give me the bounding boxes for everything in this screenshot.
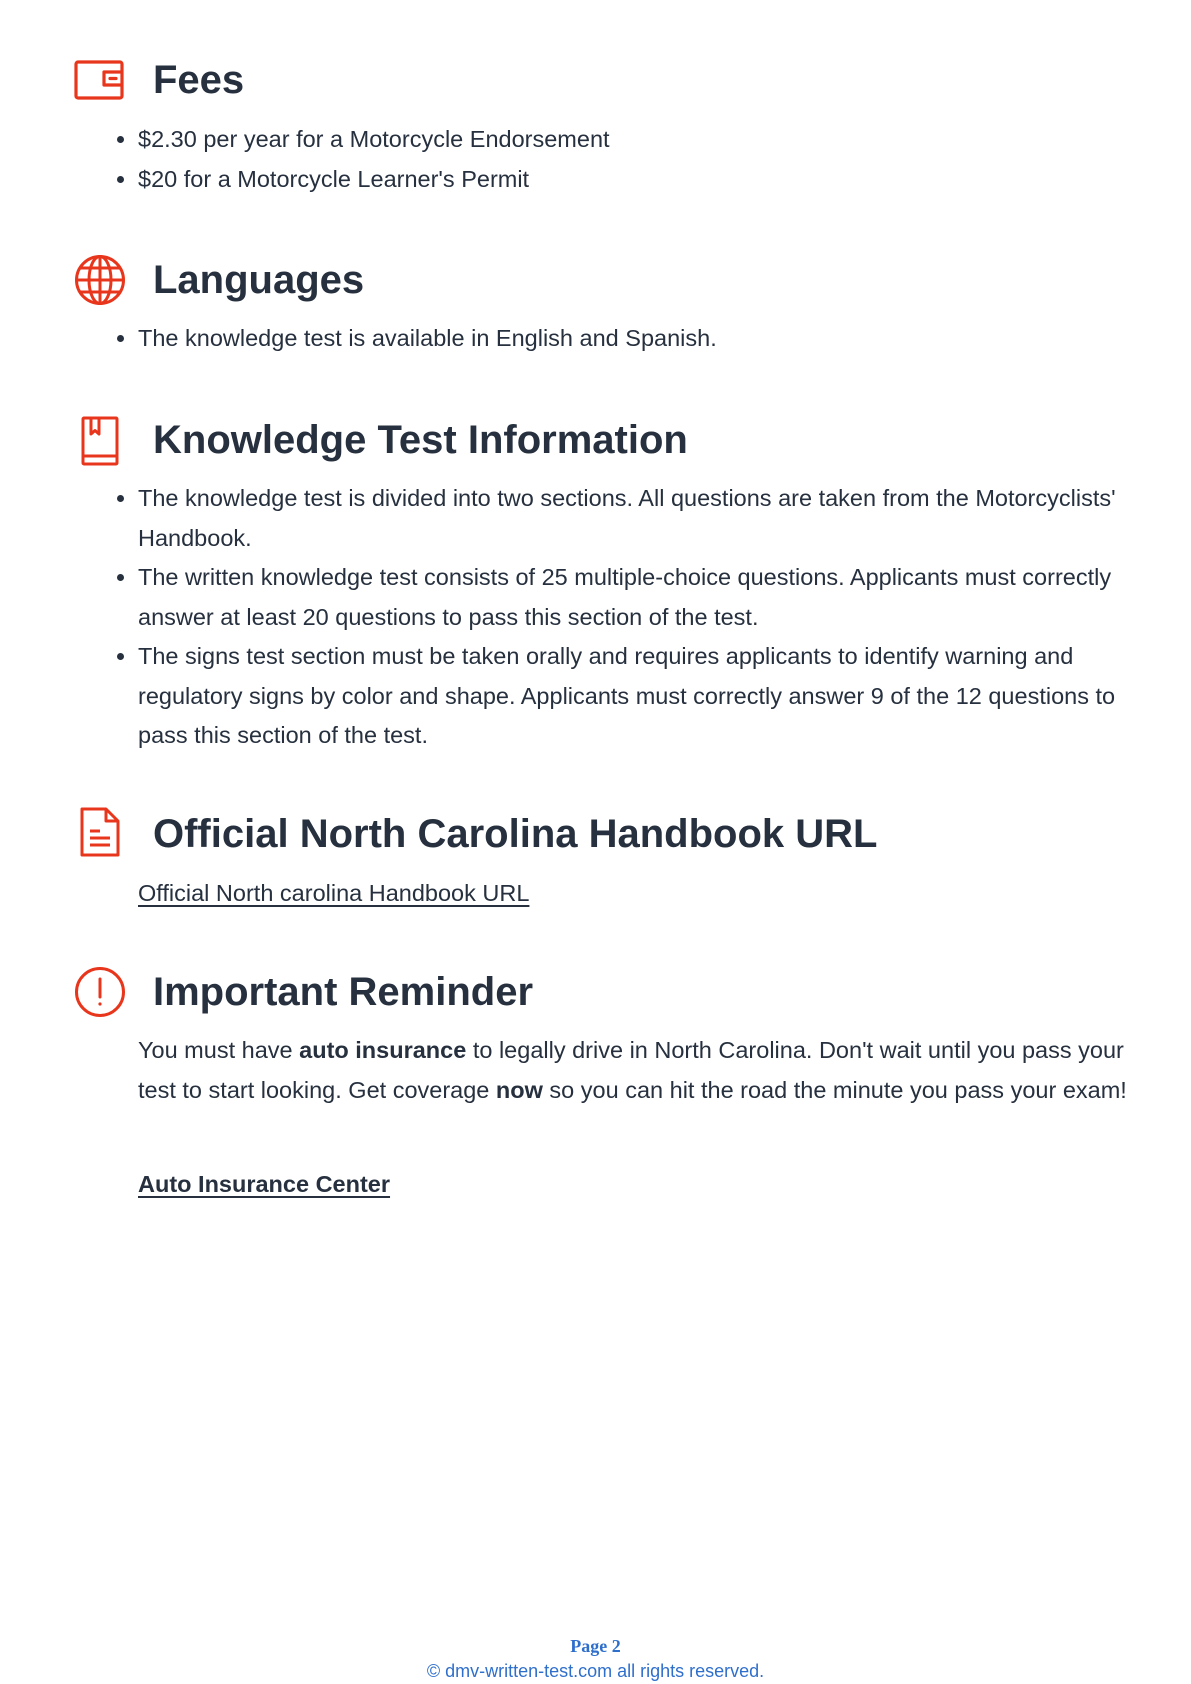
- list-item: • $20 for a Motorcycle Learner's Permit: [138, 160, 1148, 200]
- list-item: • The written knowledge test consists of 25 multiple-choice questions. Applicants must correctly answer at least 20 questions to pass this section of the test.: [138, 558, 1148, 637]
- list-item: • $2.30 per year for a Motorcycle Endorsement: [138, 120, 1148, 160]
- document-icon: [74, 806, 126, 858]
- knowledge-list: [118, 479, 1148, 756]
- wallet-icon: [74, 55, 126, 107]
- alert-icon: [74, 966, 126, 1018]
- handbook-heading: Official North Carolina Handbook URL: [153, 812, 878, 856]
- reminder-text: [138, 1031, 1128, 1110]
- reminder-heading: Important Reminder: [153, 970, 534, 1014]
- page-number: Page 2: [570, 1636, 621, 1656]
- reminder-bold-2: now: [495, 1076, 543, 1103]
- handbook-link-line: [138, 874, 1128, 914]
- reminder-bold-1: auto insurance: [299, 1037, 467, 1063]
- globe-icon: [74, 254, 126, 306]
- knowledge-heading: Knowledge Test Information: [153, 418, 688, 462]
- languages-list: [118, 319, 1148, 359]
- book-icon: [74, 415, 126, 467]
- list-item: • The knowledge test is available in English and Spanish.: [138, 319, 1148, 359]
- fees-list: [118, 120, 1148, 199]
- copyright: © dmv-written-test.com all rights reserved.: [426, 1661, 765, 1681]
- auto-insurance-link[interactable]: Auto Insurance Center: [138, 1171, 391, 1197]
- handbook-link[interactable]: Official North carolina Handbook URL: [138, 880, 530, 906]
- languages-heading: Languages: [153, 258, 365, 302]
- reminder-link-line: [138, 1165, 1128, 1205]
- fees-heading: Fees: [153, 58, 245, 102]
- reminder-text-1: You must have: [138, 1037, 300, 1063]
- list-item: • The knowledge test is divided into two sections. All questions are taken from the Motorcyclists' Handbook.: [138, 479, 1148, 558]
- reminder-text-2: to legally drive in North Carolina. Don't wait until you pass your test to start looking. Get coverage: [138, 1037, 1124, 1103]
- reminder-text-3: so you can hit the road the minute you pass your exam!: [542, 1076, 1127, 1103]
- list-item: • The signs test section must be taken orally and requires applicants to identify warning and regulatory signs by color and shape. Applicants must correctly answer 9 of the 12 questions to pass this section of the test.: [138, 637, 1148, 756]
